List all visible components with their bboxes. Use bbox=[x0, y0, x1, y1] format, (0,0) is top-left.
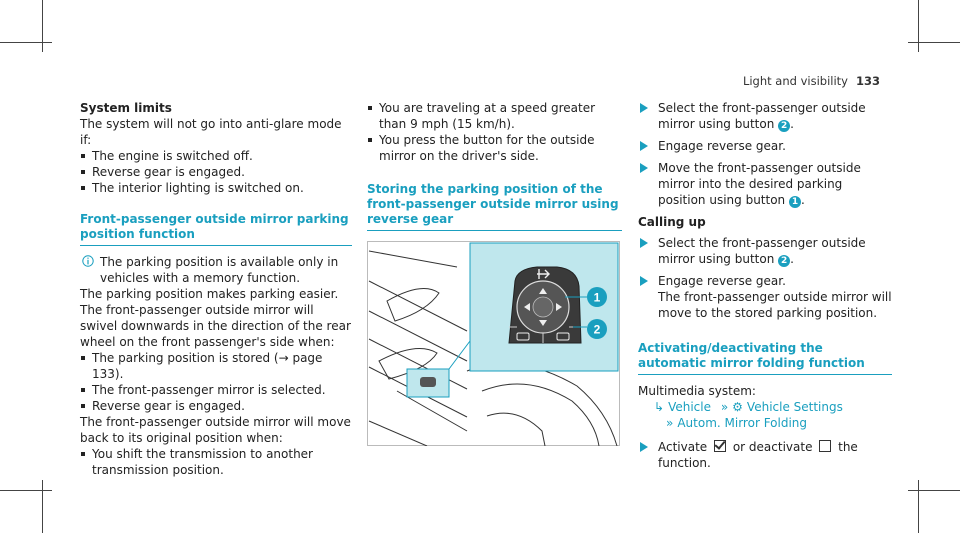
list-item: Reverse gear is engaged. bbox=[80, 398, 352, 414]
step-arrow-icon bbox=[640, 442, 648, 452]
info-icon bbox=[82, 255, 94, 267]
calling-up-title: Calling up bbox=[638, 215, 706, 229]
step-result-text: The front-passenger outside mirror will move to the stored parking position. bbox=[658, 290, 892, 320]
mirror-switch-illustration bbox=[367, 241, 620, 446]
instruction-step: Move the front-passenger outside mirror into the desired parking position using button 1 . bbox=[638, 160, 892, 208]
crop-mark bbox=[42, 0, 43, 52]
crop-mark bbox=[42, 480, 43, 533]
switch-thumbnail bbox=[420, 377, 436, 387]
car-settings-icon: ⚙ bbox=[732, 400, 743, 414]
menu-path-autom-mirror-folding: Autom. Mirror Folding bbox=[677, 416, 808, 430]
list-item: You are traveling at a speed greater than 9 mph (15 km/h). bbox=[367, 100, 622, 132]
instruction-step bbox=[638, 273, 892, 321]
step-arrow-icon bbox=[640, 163, 648, 173]
instruction-step bbox=[638, 138, 892, 154]
step-text: the function. bbox=[658, 440, 858, 470]
callout-number-badge: 2 bbox=[778, 120, 790, 132]
callout-number-badge: 2 bbox=[778, 255, 790, 267]
mirror-switch-panel bbox=[509, 267, 581, 343]
crop-mark bbox=[918, 480, 919, 533]
step-text: Select the front-passenger outside mirror using button bbox=[658, 101, 866, 131]
callout-number-badge: 1 bbox=[789, 196, 801, 208]
paragraph: The front-passenger outside mirror will swivel downwards in the direction of the rear wheel on the front passenger's side when: bbox=[80, 303, 351, 349]
list-item: You shift the transmission to another transmission position. bbox=[80, 446, 352, 478]
step-arrow-icon bbox=[640, 103, 648, 113]
step-arrow-icon bbox=[640, 276, 648, 286]
list-item bbox=[80, 350, 352, 382]
callout-1-badge bbox=[587, 287, 607, 307]
callout-2-label: 2 bbox=[593, 322, 601, 337]
menu-path-vehicle: Vehicle bbox=[668, 400, 711, 414]
section-name: Light and visibility bbox=[742, 74, 848, 88]
running-header bbox=[743, 74, 880, 88]
note bbox=[80, 254, 352, 286]
return-arrow-icon: ↳ bbox=[654, 400, 665, 414]
menu-path-line bbox=[638, 415, 892, 431]
callout-2-badge bbox=[587, 319, 607, 339]
step-text: Engage reverse gear. bbox=[658, 139, 786, 153]
list-item-text: The parking position is stored ( bbox=[92, 351, 279, 365]
list-item: You press the button for the outside mirror on the driver's side. bbox=[367, 132, 622, 164]
column-3 bbox=[638, 100, 892, 477]
system-limits-intro: The system will not go into anti-glare mode if: bbox=[80, 117, 342, 147]
checkbox-checked-icon bbox=[714, 440, 726, 452]
instruction-step: Select the front-passenger outside mirror using button 2 . bbox=[638, 235, 892, 267]
double-chevron-icon: » bbox=[666, 416, 674, 430]
swivel-conditions-list bbox=[80, 350, 352, 414]
step-text: Move the front-passenger outside mirror into the desired parking position using button bbox=[658, 161, 861, 207]
system-limits-title: System limits bbox=[80, 101, 172, 115]
menu-path-line bbox=[638, 399, 892, 415]
page-reference-link[interactable]: → page 133). bbox=[92, 351, 323, 381]
paragraph: The parking position makes parking easier. bbox=[80, 287, 339, 301]
step-text: Select the front-passenger outside mirror using button bbox=[658, 236, 866, 266]
menu-path-vehicle-settings: Vehicle Settings bbox=[746, 400, 843, 414]
crop-mark bbox=[908, 490, 960, 491]
crop-mark bbox=[908, 42, 960, 43]
step-text: or deactivate bbox=[732, 440, 813, 454]
double-chevron-icon: » bbox=[720, 400, 729, 414]
multimedia-label: Multimedia system: bbox=[638, 384, 756, 398]
crop-mark bbox=[0, 490, 52, 491]
section-title-storing-parking-position: Storing the parking position of the front-passenger outside mirror using reverse gear bbox=[367, 182, 622, 231]
return-conditions-list bbox=[80, 446, 352, 478]
column-2 bbox=[367, 100, 622, 255]
section-title-auto-mirror-folding: Activating/deactivating the automatic mirror folding function bbox=[638, 341, 892, 375]
step-text: Engage reverse gear. bbox=[658, 274, 786, 288]
paragraph: The front-passenger outside mirror will move back to its original position when: bbox=[80, 415, 351, 445]
page-number: 133 bbox=[855, 74, 880, 88]
step-arrow-icon bbox=[640, 238, 648, 248]
column-1 bbox=[80, 100, 352, 478]
callout-1-label: 1 bbox=[593, 290, 601, 305]
list-item: Reverse gear is engaged. bbox=[80, 164, 352, 180]
instruction-step bbox=[638, 439, 892, 471]
checkbox-unchecked-icon bbox=[819, 440, 831, 452]
step-text: Activate bbox=[658, 440, 708, 454]
crop-mark bbox=[918, 0, 919, 52]
crop-mark bbox=[0, 42, 52, 43]
step-arrow-icon bbox=[640, 141, 648, 151]
note-text: The parking position is available only in vehicles with a memory function. bbox=[100, 255, 339, 285]
list-item: The interior lighting is switched on. bbox=[80, 180, 352, 196]
section-title-parking-position: Front-passenger outside mirror parking position function bbox=[80, 212, 352, 246]
list-item: The engine is switched off. bbox=[80, 148, 352, 164]
continuation-list bbox=[367, 100, 622, 164]
list-item: The front-passenger mirror is selected. bbox=[80, 382, 352, 398]
system-limits-list bbox=[80, 148, 352, 196]
instruction-step: Select the front-passenger outside mirror using button 2 . bbox=[638, 100, 892, 132]
